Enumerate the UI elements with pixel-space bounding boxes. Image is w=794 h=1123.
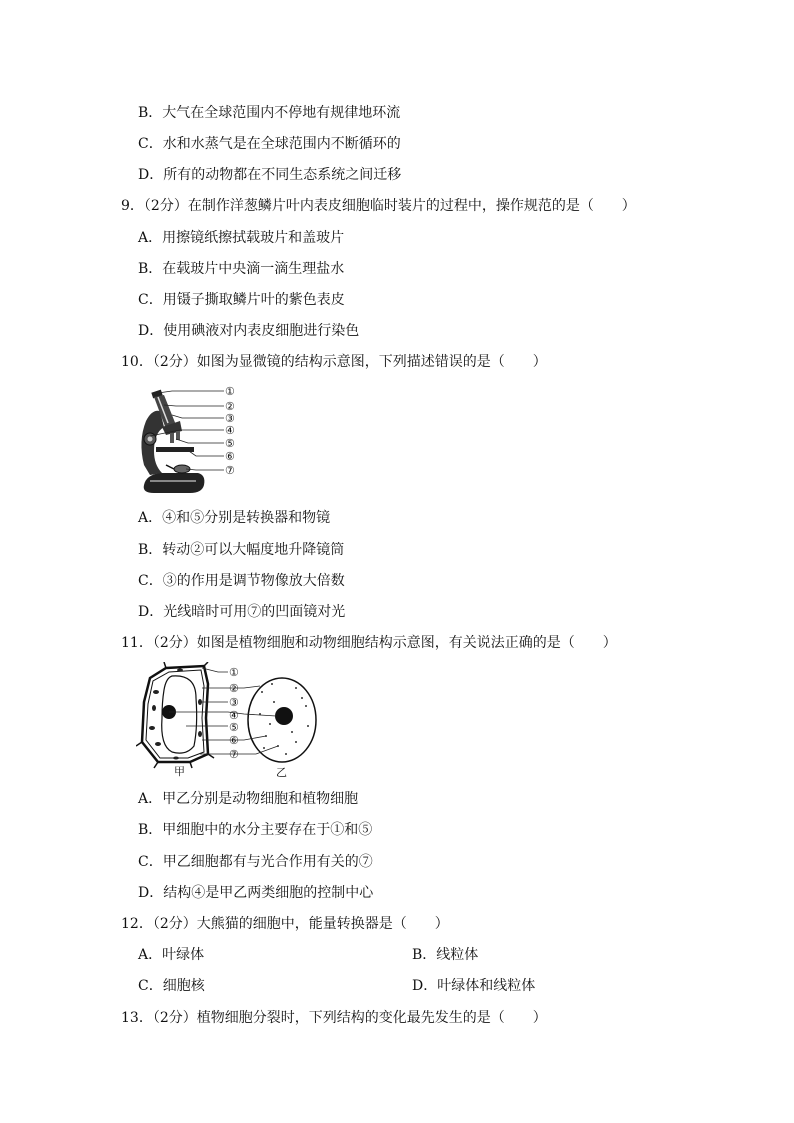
microscope-label-3: ③ xyxy=(225,412,235,425)
q9-stem: 9．（2分）在制作洋葱鳞片叶内表皮细胞临时装片的过程中，操作规范的是（ ） xyxy=(121,198,636,214)
q13-stem: 13．（2分）植物细胞分裂时，下列结构的变化最先发生的是（ ） xyxy=(121,1010,547,1026)
animal-nucleus xyxy=(275,707,293,725)
microscope-label-4: ④ xyxy=(225,424,235,437)
q9-option-a: A．用擦镜纸擦拭载玻片和盖玻片 xyxy=(138,230,345,246)
q8-option-d: D．所有的动物都在不同生态系统之间迁移 xyxy=(138,167,402,183)
q11-option-a: A．甲乙分别是动物细胞和植物细胞 xyxy=(138,791,359,807)
q8-option-b: B．大气在全球范围内不停地有规律地环流 xyxy=(138,105,401,121)
q11-stem: 11．（2分）如图是植物细胞和动物细胞结构示意图，有关说法正确的是（ ） xyxy=(121,635,617,651)
animal-cell xyxy=(248,678,316,762)
microscope-label-6: ⑥ xyxy=(225,450,235,463)
q12-option-a: A．叶绿体 xyxy=(138,947,205,963)
microscope-label-1: ① xyxy=(225,385,235,398)
cell-label-2: ② xyxy=(229,682,239,695)
q12-stem: 12．（2分）大熊猫的细胞中，能量转换器是（ ） xyxy=(121,916,449,932)
q10-option-c: C．③的作用是调节物像放大倍数 xyxy=(138,573,345,589)
microscope-stage xyxy=(156,447,194,452)
cell-label-1: ① xyxy=(229,666,239,679)
q10-option-a: A．④和⑤分别是转换器和物镜 xyxy=(138,510,331,526)
q10-option-b: B．转动②可以大幅度地升降镜筒 xyxy=(138,542,345,558)
cell-name-jia: 甲 xyxy=(174,765,185,778)
microscope-label-5: ⑤ xyxy=(225,437,235,450)
microscope-base xyxy=(144,473,205,493)
q9-option-c: C．用镊子撕取鳞片叶的紫色表皮 xyxy=(138,292,345,308)
cell-label-3: ③ xyxy=(229,696,239,709)
cell-label-6: ⑥ xyxy=(229,734,239,747)
microscope-label-2: ② xyxy=(225,400,235,413)
microscope-figure xyxy=(136,381,248,499)
microscope-label-7: ⑦ xyxy=(225,464,235,477)
q11-option-c: C．甲乙细胞都有与光合作用有关的⑦ xyxy=(138,854,373,870)
q12-option-c: C．细胞核 xyxy=(138,978,205,994)
cell-figure xyxy=(136,662,330,780)
q10-option-d: D．光线暗时可用⑦的凹面镜对光 xyxy=(138,604,346,620)
plant-cell xyxy=(136,662,214,768)
cell-name-yi: 乙 xyxy=(276,766,287,779)
q8-option-c: C．水和水蒸气是在全球范围内不断循环的 xyxy=(138,136,401,152)
q12-option-d: D．叶绿体和线粒体 xyxy=(412,978,536,994)
q12-option-b: B．线粒体 xyxy=(412,947,479,963)
q11-option-d: D．结构④是甲乙两类细胞的控制中心 xyxy=(138,885,374,901)
cell-label-5: ⑤ xyxy=(229,721,239,734)
cell-label-4: ④ xyxy=(229,709,239,722)
q11-option-b: B．甲细胞中的水分主要存在于①和⑤ xyxy=(138,822,373,838)
q10-stem: 10．（2分）如图为显微镜的结构示意图，下列描述错误的是（ ） xyxy=(121,354,547,370)
q9-option-b: B．在载玻片中央滴一滴生理盐水 xyxy=(138,261,345,277)
cell-label-7: ⑦ xyxy=(229,748,239,761)
q9-option-d: D．使用碘液对内表皮细胞进行染色 xyxy=(138,323,360,339)
